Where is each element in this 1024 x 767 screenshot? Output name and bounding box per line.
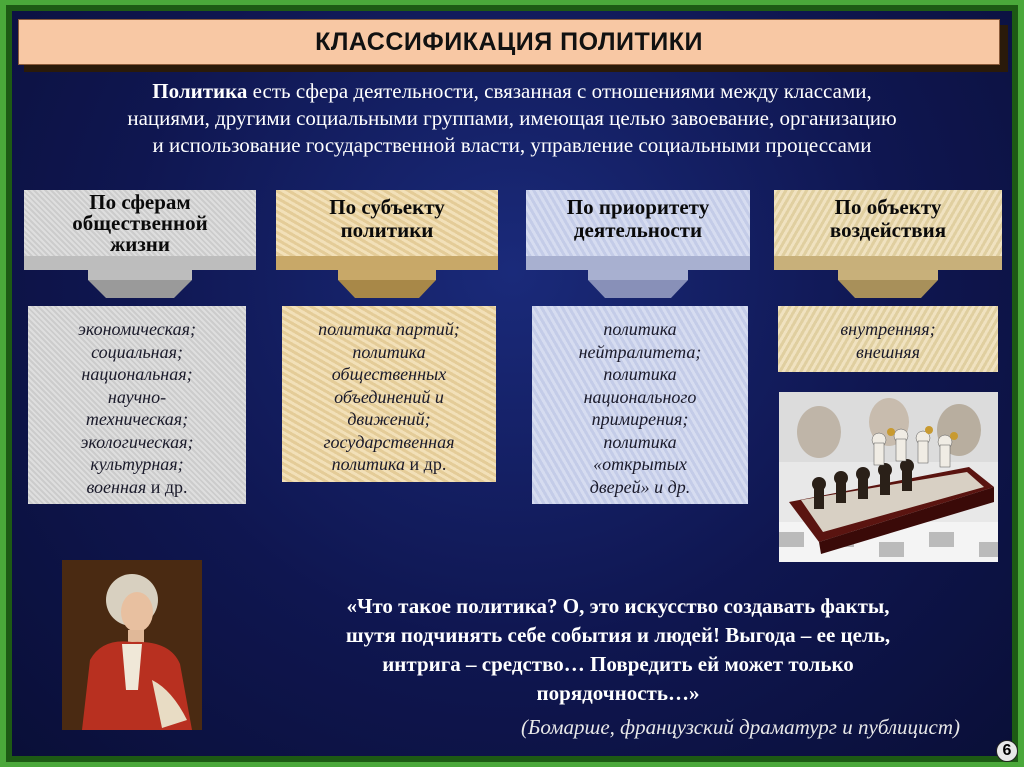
list-item: техническая; xyxy=(85,409,189,429)
list-item-text: внешняя xyxy=(856,341,920,362)
list-item: «открытых xyxy=(593,454,687,474)
list-item: нейтралитета; xyxy=(578,341,702,362)
list-item: политика партий; xyxy=(318,319,460,339)
category-priority-arrow xyxy=(526,256,750,300)
category-spheres-items xyxy=(28,306,246,504)
category-spheres-header-line: жизни xyxy=(110,232,170,256)
list-item: политика xyxy=(603,319,677,339)
quote-line: шутя подчинять себе события и людей! Выгода – ее цель, xyxy=(345,623,891,647)
portrait-illustration xyxy=(62,560,202,730)
category-object-header-line: По объекту xyxy=(834,195,942,219)
category-subject-items xyxy=(282,306,496,482)
list-item xyxy=(778,341,998,364)
list-item: внутренняя; xyxy=(840,319,936,339)
list-item xyxy=(282,453,496,476)
definition-line-2: нациями, другими социальными группами, имеющая целью завоевание, организацию xyxy=(127,106,897,130)
quote-line: порядочность…» xyxy=(536,681,700,705)
list-item: движений; xyxy=(347,409,431,429)
list-item: политика xyxy=(352,341,426,362)
list-item: культурная; xyxy=(90,454,184,474)
list-item: государственная xyxy=(323,431,455,452)
category-priority-header-line: деятельности xyxy=(573,218,703,242)
category-priority-header xyxy=(526,190,750,258)
list-item: примирения; xyxy=(591,409,689,429)
list-item-text: политика xyxy=(331,454,406,474)
list-item: национальная; xyxy=(81,364,193,384)
category-spheres-header-line: По сферам xyxy=(89,190,191,214)
quote-text xyxy=(258,592,978,708)
list-item: научно- xyxy=(107,386,167,407)
definition-term: Политика xyxy=(152,79,248,103)
category-object-arrow xyxy=(774,256,1002,300)
category-spheres xyxy=(24,190,256,300)
chess-illustration xyxy=(779,392,998,562)
list-item: объединений и xyxy=(334,386,444,407)
definition-line-3: и использование государственной власти, управление социальными процессами xyxy=(152,133,872,157)
beaumarchais-portrait xyxy=(62,560,202,730)
category-subject-header-line: политики xyxy=(340,218,434,242)
definition-text xyxy=(30,78,994,159)
category-subject-header xyxy=(276,190,498,258)
category-object xyxy=(774,190,1002,300)
category-priority xyxy=(526,190,750,300)
quote-author: (Бомарше, французский драматург и публицист) xyxy=(521,715,960,739)
category-object-header xyxy=(774,190,1002,258)
quote-line: интрига – средство… Повредить ей может только xyxy=(382,652,854,676)
list-item: национального xyxy=(583,386,697,407)
list-item: общественных xyxy=(331,364,447,384)
category-priority-header-line: По приоритету xyxy=(566,195,710,219)
page-number: 6 xyxy=(996,740,1018,762)
list-item-text: дверей» и др. xyxy=(589,476,691,497)
slide-title: КЛАССИФИКАЦИЯ ПОЛИТИКИ xyxy=(18,19,1000,65)
list-item-suffix: и др. xyxy=(405,454,447,474)
category-subject-arrow xyxy=(276,256,498,300)
list-item: политика xyxy=(603,364,677,384)
list-item: политика xyxy=(603,431,677,452)
category-subject xyxy=(276,190,498,300)
category-spheres-header-line: общественной xyxy=(72,211,208,235)
list-item: социальная; xyxy=(91,341,183,362)
chess-politicians-image xyxy=(779,392,998,562)
category-subject-header-line: По субъекту xyxy=(329,195,445,219)
category-spheres-arrow xyxy=(24,256,256,300)
list-item: экономическая; xyxy=(77,319,197,339)
category-object-items xyxy=(778,306,998,372)
list-item xyxy=(28,476,246,499)
category-object-header-line: воздействия xyxy=(829,218,947,242)
list-item-suffix: и др. xyxy=(146,476,188,497)
category-spheres-header xyxy=(24,190,256,258)
definition-line-1: есть сфера деятельности, связанная с отношениями между классами, xyxy=(247,79,872,103)
quote-line: «Что такое политика? О, это искусство создавать факты, xyxy=(346,594,890,618)
list-item: экологическая; xyxy=(80,431,194,452)
list-item xyxy=(532,476,748,499)
category-priority-items xyxy=(532,306,748,504)
list-item-text: военная xyxy=(86,476,147,497)
